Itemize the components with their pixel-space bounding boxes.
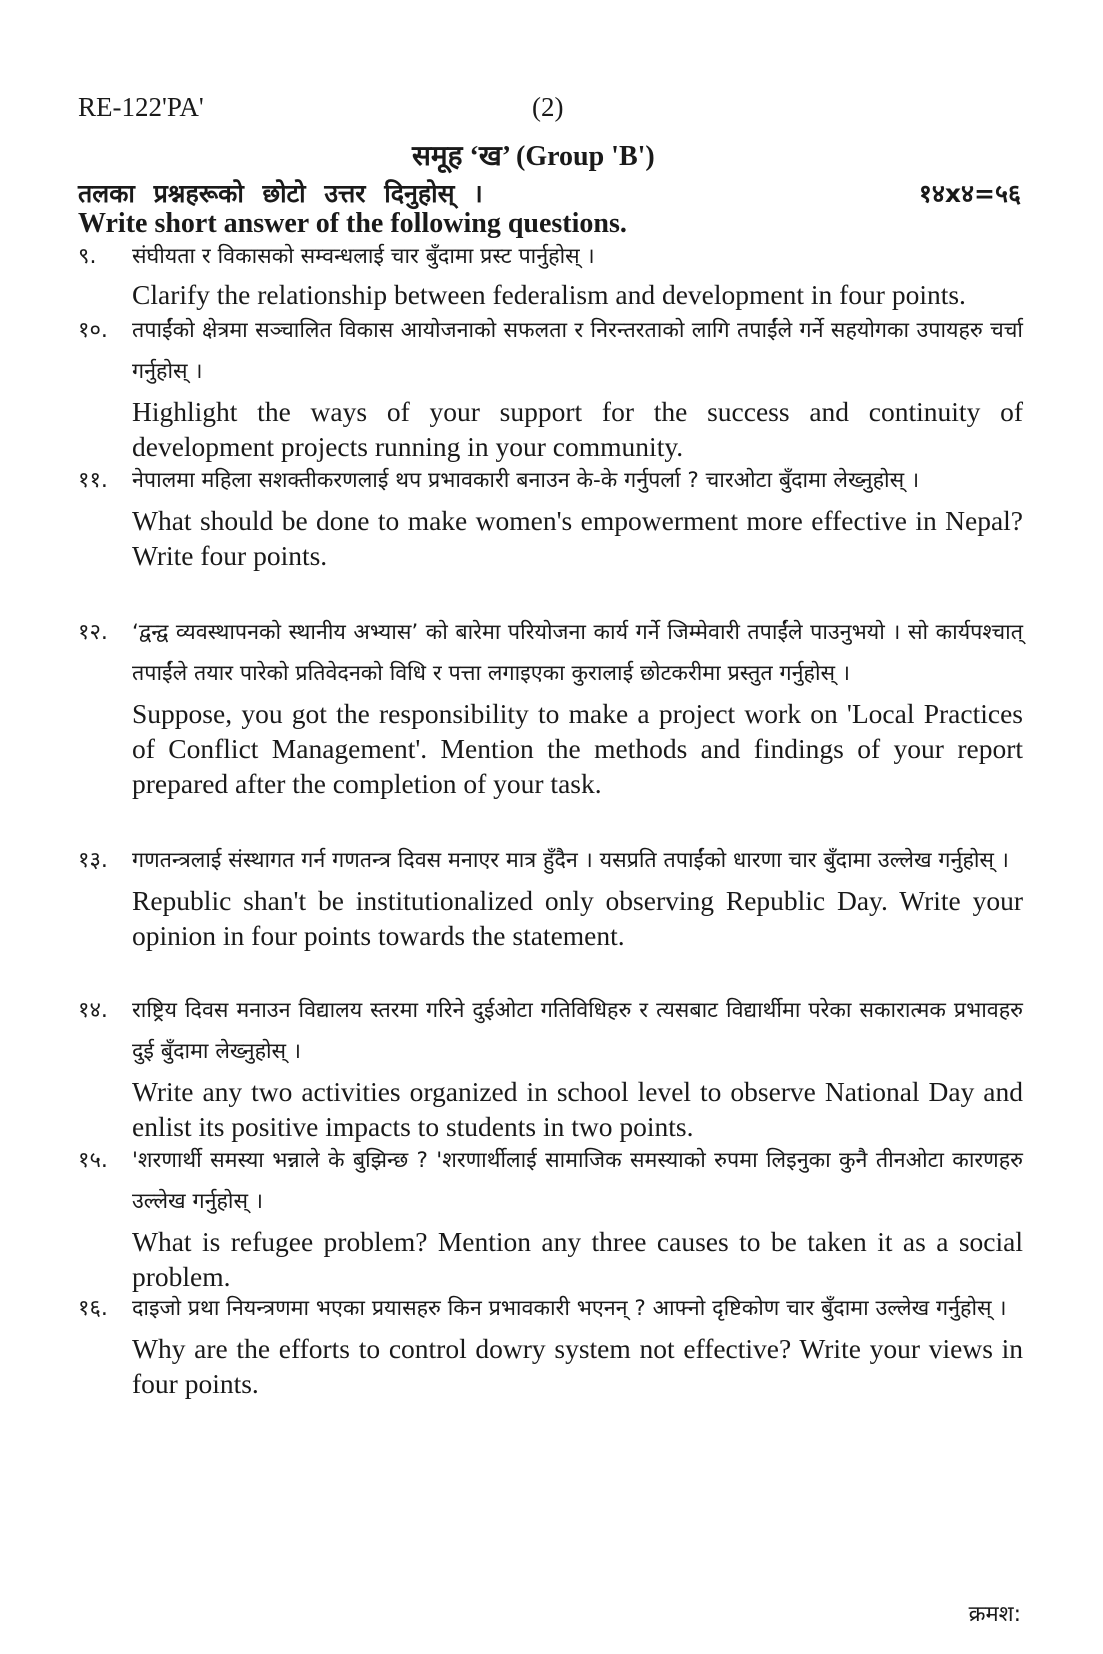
question-nepali: गणतन्त्रलाई संस्थागत गर्न गणतन्त्र दिवस मनाएर मात्र हुँदैन । यसप्रति तपाईंको धारणा चार बुँदामा उल्लेख गर्नुहोस् । xyxy=(132,848,1009,873)
question-number: १३. xyxy=(78,848,108,873)
instruction-english: Write short answer of the following questions. xyxy=(78,208,627,239)
question-13 xyxy=(78,840,1023,953)
question-number: १५. xyxy=(78,1148,108,1173)
question-english: Why are the efforts to control dowry system not effective? Write your views in four points. xyxy=(132,1333,1023,1399)
question-nepali: 'शरणार्थी समस्या भन्नाले के बुझिन्छ ? 'शरणार्थीलाई सामाजिक समस्याको रुपमा लिइनुका कुनै तीनओटा कारणहरु उल्लेख गर्नुहोस् । xyxy=(132,1148,1023,1214)
question-number: १६. xyxy=(78,1296,108,1321)
question-16 xyxy=(78,1288,1023,1401)
question-9 xyxy=(78,236,1023,312)
group-title: समूह ‘ख’ (Group 'B') xyxy=(412,141,655,172)
page-number: (2) xyxy=(532,92,564,122)
exam-code: RE-122'PA' xyxy=(78,92,204,122)
question-english: Suppose, you got the responsibility to make a project work on 'Local Practices of Conflict Management'. Mention the methods and findings of your report prepared after the completion of your task. xyxy=(132,698,1023,799)
question-nepali: राष्ट्रिय दिवस मनाउन विद्यालय स्तरमा गरिने दुईओटा गतिविधिहरु र त्यसबाट विद्यार्थीमा परेका सकारात्मक प्रभावहरु दुई बुँदामा लेख्नुहोस् । xyxy=(132,998,1023,1064)
question-number: १४. xyxy=(78,998,108,1023)
question-english: What is refugee problem? Mention any three causes to be taken it as a social problem. xyxy=(132,1226,1023,1292)
question-11 xyxy=(78,460,1023,573)
question-number: ९. xyxy=(78,244,97,269)
question-english: Clarify the relationship between federalism and development in four points. xyxy=(132,279,966,310)
question-nepali: नेपालमा महिला सशक्तीकरणलाई थप प्रभावकारी बनाउन के-के गर्नुपर्ला ? चारओटा बुँदामा लेख्नुहोस् । xyxy=(132,468,920,493)
question-12 xyxy=(78,612,1023,801)
question-number: ११. xyxy=(78,468,108,493)
question-english: Highlight the ways of your support for the success and continuity of development projects running in your community. xyxy=(132,396,1023,462)
question-number: १०. xyxy=(78,318,108,343)
question-10 xyxy=(78,310,1023,464)
continued-label: क्रमश: xyxy=(968,1602,1021,1627)
question-nepali: संघीयता र विकासको सम्वन्धलाई चार बुँदामा प्रस्ट पार्नुहोस् । xyxy=(132,244,595,269)
question-number: १२. xyxy=(78,620,108,645)
question-english: Republic shan't be institutionalized only observing Republic Day. Write your opinion in four points towards the statement. xyxy=(132,885,1023,951)
question-nepali: ‘द्वन्द्व व्यवस्थापनको स्थानीय अभ्यास’ को बारेमा परियोजना कार्य गर्ने जिम्मेवारी तपाईंले पाउनुभयो । सो कार्यपश्चात् तपाईंले तयार पारेको प्रतिवेदनको विधि र पत्ता लगाइएका कुरालाई छोटकरीमा प्रस्तुत गर्नुहोस् । xyxy=(132,620,1023,686)
question-nepali: दाइजो प्रथा नियन्त्रणमा भएका प्रयासहरु किन प्रभावकारी भएनन् ? आफ्नो दृष्टिकोण चार बुँदामा उल्लेख गर्नुहोस् । xyxy=(132,1296,1007,1321)
question-english: What should be done to make women's empowerment more effective in Nepal? Write four points. xyxy=(132,505,1023,571)
question-nepali: तपाईंको क्षेत्रमा सञ्चालित विकास आयोजनाको सफलता र निरन्तरताको लागि तपाईंले गर्ने सहयोगका उपायहरु चर्चा गर्नुहोस् । xyxy=(132,318,1023,384)
question-english: Write any two activities organized in school level to observe National Day and enlist its positive impacts to students in two points. xyxy=(132,1076,1023,1142)
question-15 xyxy=(78,1140,1023,1294)
question-14 xyxy=(78,990,1023,1144)
instruction-nepali: तलका प्रश्नहरूको छोटो उत्तर दिनुहोस् । xyxy=(78,179,483,208)
marks-allocation: १४x४=५६ xyxy=(918,179,1021,208)
